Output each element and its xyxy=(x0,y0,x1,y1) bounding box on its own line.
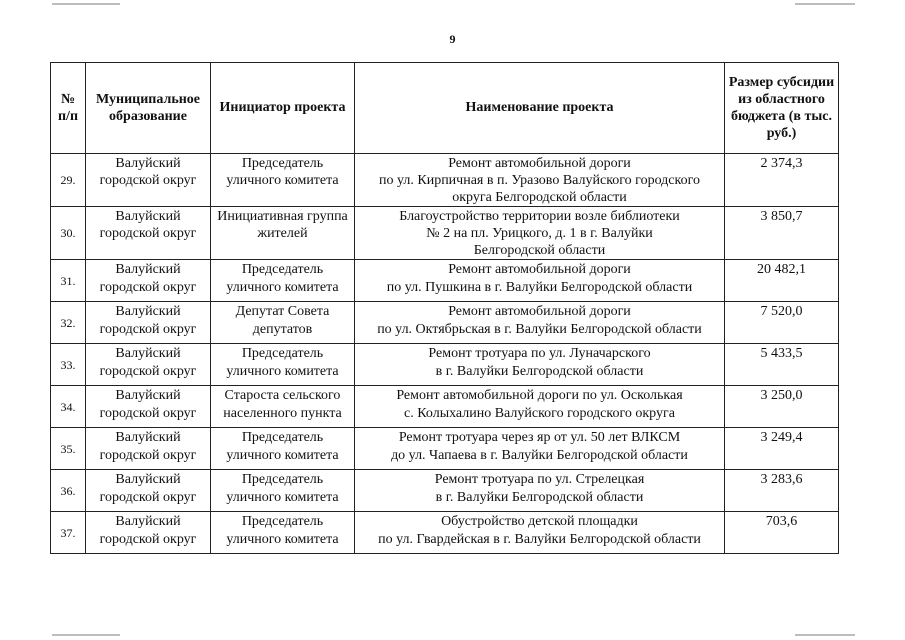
municipality-line: городской округ xyxy=(99,489,197,505)
initiator-cell xyxy=(211,470,355,512)
header-project: Наименование проекта xyxy=(355,63,725,154)
project-name-cell xyxy=(355,470,725,512)
initiator-line: уличного комитета xyxy=(226,173,339,189)
initiator-line: Председатель xyxy=(241,514,324,530)
subsidy-amount-cell: 703,6 xyxy=(725,512,839,554)
project-line: по ул. Кирпичная в п. Уразово Валуйского городского xyxy=(379,173,700,189)
municipality-line: городской округ xyxy=(99,363,197,379)
table-row xyxy=(51,428,839,470)
municipality-cell xyxy=(86,512,211,554)
project-line: Ремонт тротуара по ул. Стрелецкая xyxy=(434,472,645,488)
row-number: 37. xyxy=(51,512,86,554)
initiator-cell xyxy=(211,260,355,302)
project-line: округа Белгородской области xyxy=(452,190,627,206)
initiator-cell xyxy=(211,344,355,386)
subsidy-table xyxy=(50,62,839,554)
table-row xyxy=(51,207,839,260)
project-line: по ул. Октябрьская в г. Валуйки Белгородской области xyxy=(377,321,702,337)
initiator-line: Инициативная группа xyxy=(217,209,348,225)
subsidy-amount-cell: 3 250,0 xyxy=(725,386,839,428)
header-municipality: Муниципальное образование xyxy=(86,63,211,154)
subsidy-amount-cell: 2 374,3 xyxy=(725,154,839,207)
project-line: Ремонт тротуара через яр от ул. 50 лет ВЛКСМ xyxy=(398,430,681,446)
municipality-cell xyxy=(86,260,211,302)
project-line: Ремонт тротуара по ул. Луначарского xyxy=(428,346,651,362)
municipality-line: Валуйский xyxy=(115,388,181,404)
municipality-cell xyxy=(86,386,211,428)
municipality-line: городской округ xyxy=(99,447,197,463)
project-line: Ремонт автомобильной дороги xyxy=(448,156,631,171)
project-line: по ул. Гвардейская в г. Валуйки Белгородской области xyxy=(378,531,701,547)
row-number: 32. xyxy=(51,302,86,344)
initiator-cell xyxy=(211,154,355,207)
project-line: в г. Валуйки Белгородской области xyxy=(435,489,644,505)
table-row xyxy=(51,344,839,386)
table-row xyxy=(51,512,839,554)
row-number: 30. xyxy=(51,207,86,260)
municipality-line: Валуйский xyxy=(115,514,181,530)
subsidy-amount-cell: 3 283,6 xyxy=(725,470,839,512)
initiator-line: депутатов xyxy=(252,321,313,337)
row-number: 34. xyxy=(51,386,86,428)
row-number: 33. xyxy=(51,344,86,386)
municipality-line: городской округ xyxy=(99,321,197,337)
bottom-edge-line xyxy=(795,634,855,636)
subsidy-amount-cell: 3 249,4 xyxy=(725,428,839,470)
initiator-cell xyxy=(211,428,355,470)
municipality-line: городской округ xyxy=(99,173,197,189)
project-name-cell xyxy=(355,386,725,428)
municipality-line: Валуйский xyxy=(115,430,181,446)
initiator-line: уличного комитета xyxy=(226,279,339,295)
municipality-cell xyxy=(86,207,211,260)
municipality-line: городской округ xyxy=(99,531,197,547)
page-number: 9 xyxy=(449,32,456,46)
project-name-cell xyxy=(355,512,725,554)
initiator-line: Председатель xyxy=(241,430,324,446)
project-name-cell xyxy=(355,344,725,386)
table-row xyxy=(51,154,839,207)
table-row xyxy=(51,470,839,512)
project-line: Благоустройство территории возле библиотеки xyxy=(399,209,680,225)
municipality-cell xyxy=(86,470,211,512)
initiator-line: Староста сельского xyxy=(224,388,341,404)
municipality-line: городской округ xyxy=(99,226,197,242)
municipality-line: Валуйский xyxy=(115,156,181,171)
subsidy-amount-cell: 20 482,1 xyxy=(725,260,839,302)
municipality-line: городской округ xyxy=(99,405,197,421)
header-num: № п/п xyxy=(51,63,86,154)
municipality-line: Валуйский xyxy=(115,209,181,225)
row-number: 35. xyxy=(51,428,86,470)
table-row xyxy=(51,302,839,344)
row-number: 29. xyxy=(51,154,86,207)
project-name-cell xyxy=(355,207,725,260)
project-name-cell xyxy=(355,302,725,344)
initiator-line: Председатель xyxy=(241,262,324,278)
initiator-line: уличного комитета xyxy=(226,489,339,505)
municipality-cell xyxy=(86,302,211,344)
project-name-cell xyxy=(355,428,725,470)
initiator-line: уличного комитета xyxy=(226,531,339,547)
municipality-line: городской округ xyxy=(99,279,197,295)
municipality-line: Валуйский xyxy=(115,304,181,320)
project-line: до ул. Чапаева в г. Валуйки Белгородской области xyxy=(391,447,688,463)
municipality-line: Валуйский xyxy=(115,262,181,278)
municipality-line: Валуйский xyxy=(115,346,181,362)
municipality-line: Валуйский xyxy=(115,472,181,488)
initiator-line: уличного комитета xyxy=(226,363,339,379)
project-name-cell xyxy=(355,260,725,302)
initiator-line: населенного пункта xyxy=(223,405,342,421)
subsidy-amount-cell: 5 433,5 xyxy=(725,344,839,386)
table-header-row xyxy=(51,63,839,154)
initiator-cell xyxy=(211,207,355,260)
table-row xyxy=(51,260,839,302)
bottom-edge-line xyxy=(52,634,120,636)
project-line: с. Колыхалино Валуйского городского округа xyxy=(404,405,675,421)
subsidy-amount-cell: 7 520,0 xyxy=(725,302,839,344)
initiator-cell xyxy=(211,512,355,554)
project-line: № 2 на пл. Урицкого, д. 1 в г. Валуйки xyxy=(426,226,653,242)
project-line: Обустройство детской площадки xyxy=(441,514,638,530)
row-number: 31. xyxy=(51,260,86,302)
row-number: 36. xyxy=(51,470,86,512)
municipality-cell xyxy=(86,344,211,386)
initiator-line: Председатель xyxy=(241,472,324,488)
initiator-line: Председатель xyxy=(241,156,324,171)
project-line: Ремонт автомобильной дороги по ул. Осколькая xyxy=(396,388,683,404)
initiator-cell xyxy=(211,302,355,344)
project-name-cell xyxy=(355,154,725,207)
municipality-cell xyxy=(86,154,211,207)
project-line: в г. Валуйки Белгородской области xyxy=(435,363,644,379)
table-row xyxy=(51,386,839,428)
project-line: Ремонт автомобильной дороги xyxy=(448,304,631,320)
top-edge-line xyxy=(52,3,120,5)
initiator-cell xyxy=(211,386,355,428)
municipality-cell xyxy=(86,428,211,470)
initiator-line: жителей xyxy=(257,226,308,242)
initiator-line: Депутат Совета xyxy=(235,304,330,320)
top-edge-line xyxy=(795,3,855,5)
project-line: Ремонт автомобильной дороги xyxy=(448,262,631,278)
header-initiator: Инициатор проекта xyxy=(211,63,355,154)
initiator-line: уличного комитета xyxy=(226,447,339,463)
project-line: по ул. Пушкина в г. Валуйки Белгородской области xyxy=(386,279,693,295)
initiator-line: Председатель xyxy=(241,346,324,362)
header-subsidy: Размер субсидии из областного бюджета (в тыс. руб.) xyxy=(725,63,839,154)
subsidy-amount-cell: 3 850,7 xyxy=(725,207,839,260)
project-line: Белгородской области xyxy=(473,243,606,259)
